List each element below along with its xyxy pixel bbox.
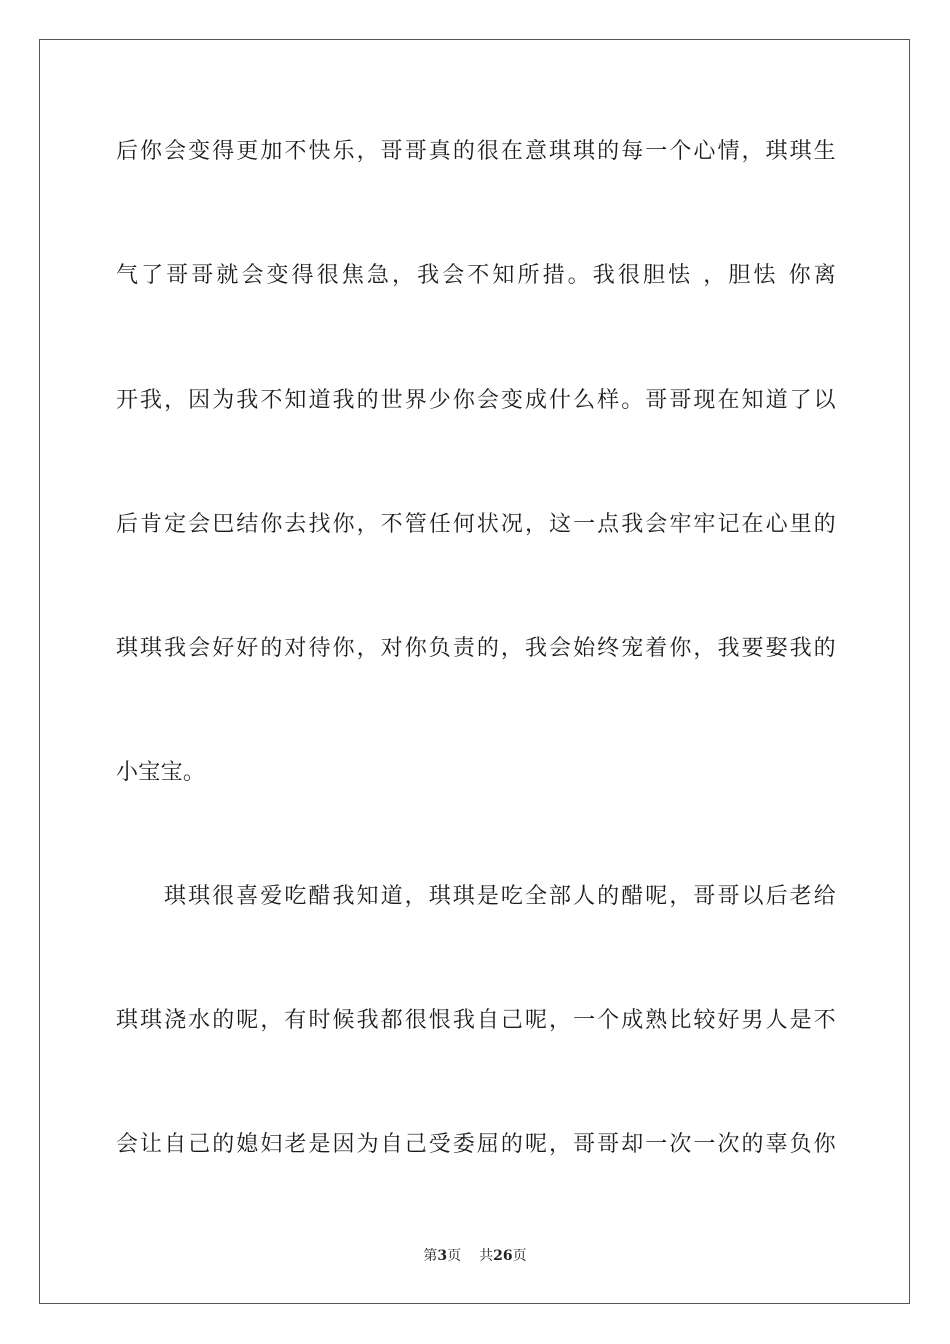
page-prefix: 第 — [423, 1248, 438, 1264]
total-pages: 26 — [493, 1248, 513, 1264]
text-line: 琪琪浇水的呢，有时候我都很恨我自己呢，一个成熟比较好男人是不 — [116, 1008, 836, 1033]
total-prefix: 共 — [479, 1248, 494, 1264]
text-line: 开我，因为我不知道我的世界少你会变成什么样。哥哥现在知道了以 — [116, 388, 836, 413]
paragraph-first-line: 琪琪很喜爱吃醋我知道，琪琪是吃全部人的醋呢，哥哥以后老给 — [164, 884, 836, 909]
text-line: 后肯定会巴结你去找你，不管任何状况，这一点我会牢牢记在心里的 — [116, 512, 836, 537]
text-line: 会让自己的媳妇老是因为自己受委屈的呢，哥哥却一次一次的辜负你 — [116, 1132, 836, 1157]
page-border — [39, 39, 910, 1304]
text-line: 琪琪我会好好的对待你，对你负责的，我会始终宠着你，我要娶我的 — [116, 636, 836, 661]
text-line: 气了哥哥就会变得很焦急，我会不知所措。我很胆怯 ，胆怯 你离 — [116, 263, 836, 288]
text-line: 后你会变得更加不快乐，哥哥真的很在意琪琪的每一个心情，琪琪生 — [116, 139, 836, 164]
text-line: 小宝宝。 — [116, 760, 206, 785]
page-footer — [0, 1246, 950, 1266]
page-number: 3 — [437, 1248, 448, 1264]
page-suffix: 页 — [447, 1248, 462, 1264]
total-suffix: 页 — [512, 1248, 527, 1264]
